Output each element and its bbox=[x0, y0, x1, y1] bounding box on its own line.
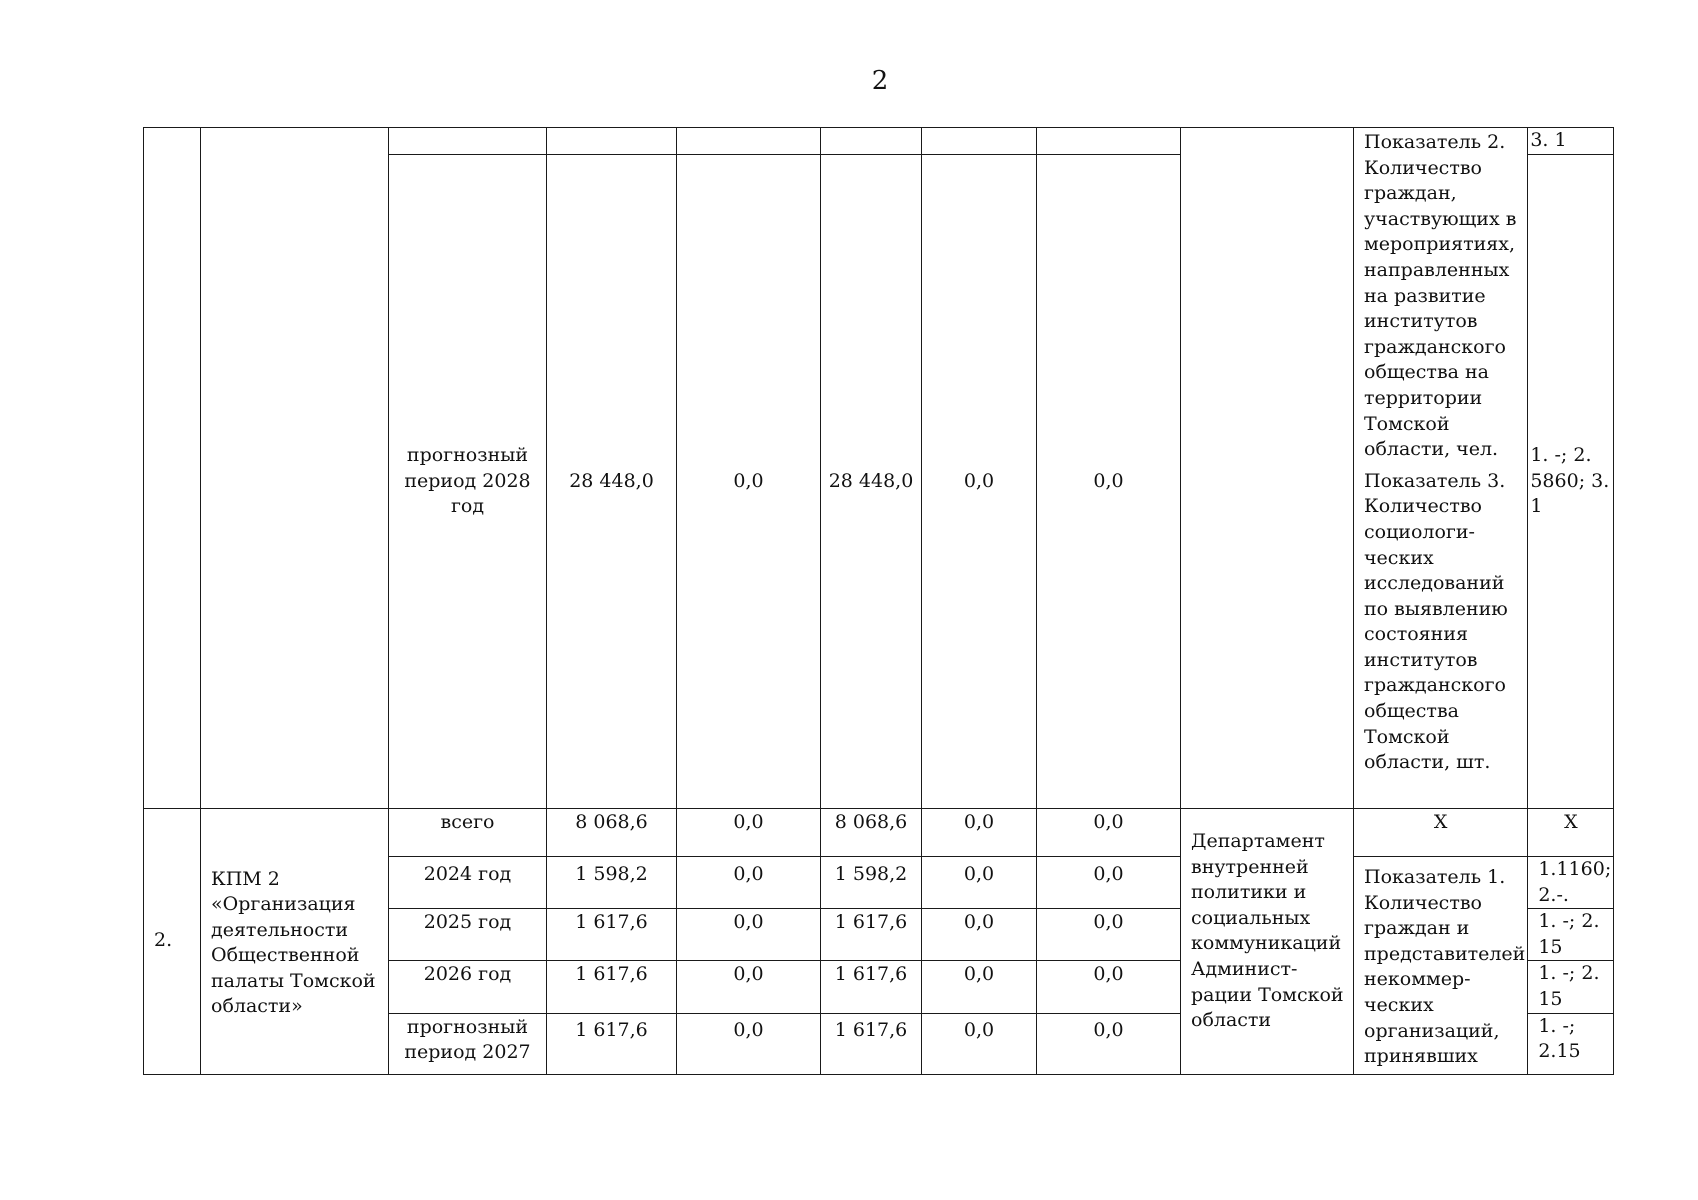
period-cell: всего bbox=[389, 809, 547, 857]
indicator-1-text: Показатель 1. Количество граждан и представителей некоммер- ческих организаций, принявших bbox=[1354, 857, 1528, 1075]
code-cell: 1. -; 2. 5860; 3. 1 bbox=[1528, 155, 1614, 809]
value-cell: 0,0 bbox=[1037, 809, 1181, 857]
value-cell: 0,0 bbox=[677, 909, 821, 961]
value-cell: 0,0 bbox=[677, 809, 821, 857]
value-cell: 1 598,2 bbox=[821, 857, 922, 909]
period-cell: 2025 год bbox=[389, 909, 547, 961]
page-number: 2 bbox=[871, 66, 889, 96]
table-row bbox=[144, 128, 1614, 155]
value-cell: 1 617,6 bbox=[547, 1013, 677, 1074]
value-cell: 0,0 bbox=[1037, 155, 1181, 809]
value-cell: 0,0 bbox=[1037, 1013, 1181, 1074]
code-cell: Х bbox=[1528, 809, 1614, 857]
value-cell: 1 617,6 bbox=[547, 961, 677, 1013]
empty-cell bbox=[1037, 128, 1181, 155]
value-cell: 1 617,6 bbox=[821, 961, 922, 1013]
value-cell: 0,0 bbox=[1037, 857, 1181, 909]
code-cell: 1.1160; 2.-. bbox=[1528, 857, 1614, 909]
value-cell: 0,0 bbox=[677, 155, 821, 809]
period-cell: 2026 год bbox=[389, 961, 547, 1013]
value-cell: 0,0 bbox=[922, 857, 1037, 909]
code-cell: 1. -; 2.15 bbox=[1528, 1013, 1614, 1074]
value-cell: 1 598,2 bbox=[547, 857, 677, 909]
empty-number-cell bbox=[144, 128, 201, 809]
empty-cell bbox=[821, 128, 922, 155]
value-cell: 0,0 bbox=[922, 155, 1037, 809]
code-cell: 3. 1 bbox=[1528, 128, 1614, 155]
period-cell: 2024 год bbox=[389, 857, 547, 909]
value-cell: 0,0 bbox=[922, 961, 1037, 1013]
value-cell: 0,0 bbox=[677, 961, 821, 1013]
period-cell: прогнозный период 2027 bbox=[389, 1013, 547, 1074]
value-cell: 28 448,0 bbox=[547, 155, 677, 809]
row-number: 2. bbox=[144, 809, 201, 1075]
value-cell: 0,0 bbox=[677, 857, 821, 909]
value-cell: 0,0 bbox=[1037, 961, 1181, 1013]
value-cell: 0,0 bbox=[922, 809, 1037, 857]
value-cell: 0,0 bbox=[677, 1013, 821, 1074]
code-cell: 1. -; 2. 15 bbox=[1528, 961, 1614, 1013]
empty-cell bbox=[389, 128, 547, 155]
value-cell: 28 448,0 bbox=[821, 155, 922, 809]
executor-cell: Департамент внутренней политики и социальных коммуникаций Админист- рации Томской области bbox=[1181, 809, 1354, 1075]
program-name: КПМ 2 «Организация деятельности Общественной палаты Томской области» bbox=[201, 809, 389, 1075]
indicators-cell bbox=[1354, 128, 1528, 809]
value-cell: 1 617,6 bbox=[547, 909, 677, 961]
indicator-mark: Х bbox=[1354, 809, 1528, 857]
empty-cell bbox=[677, 128, 821, 155]
value-cell: 0,0 bbox=[922, 909, 1037, 961]
value-cell: 0,0 bbox=[922, 1013, 1037, 1074]
value-cell: 1 617,6 bbox=[821, 909, 922, 961]
value-cell: 8 068,6 bbox=[547, 809, 677, 857]
empty-cell bbox=[547, 128, 677, 155]
empty-cell bbox=[922, 128, 1037, 155]
value-cell: 8 068,6 bbox=[821, 809, 922, 857]
period-cell: прогнозный период 2028 год bbox=[389, 155, 547, 809]
table-row bbox=[144, 809, 1614, 857]
empty-name-cell bbox=[201, 128, 389, 809]
value-cell: 1 617,6 bbox=[821, 1013, 922, 1074]
empty-executor-cell bbox=[1181, 128, 1354, 809]
indicator-2-text: Показатель 2. Количество граждан, участвующих в мероприятиях, направленных на развитие институтов гражданского общества на территории Томской области, чел. bbox=[1364, 131, 1517, 461]
budget-table bbox=[143, 127, 1614, 1075]
indicator-3-text: Показатель 3. Количество социологи- ческих исследований по выявлению состояния институтов гражданского общества Томской области, шт. bbox=[1364, 469, 1508, 774]
code-cell: 1. -; 2. 15 bbox=[1528, 909, 1614, 961]
value-cell: 0,0 bbox=[1037, 909, 1181, 961]
